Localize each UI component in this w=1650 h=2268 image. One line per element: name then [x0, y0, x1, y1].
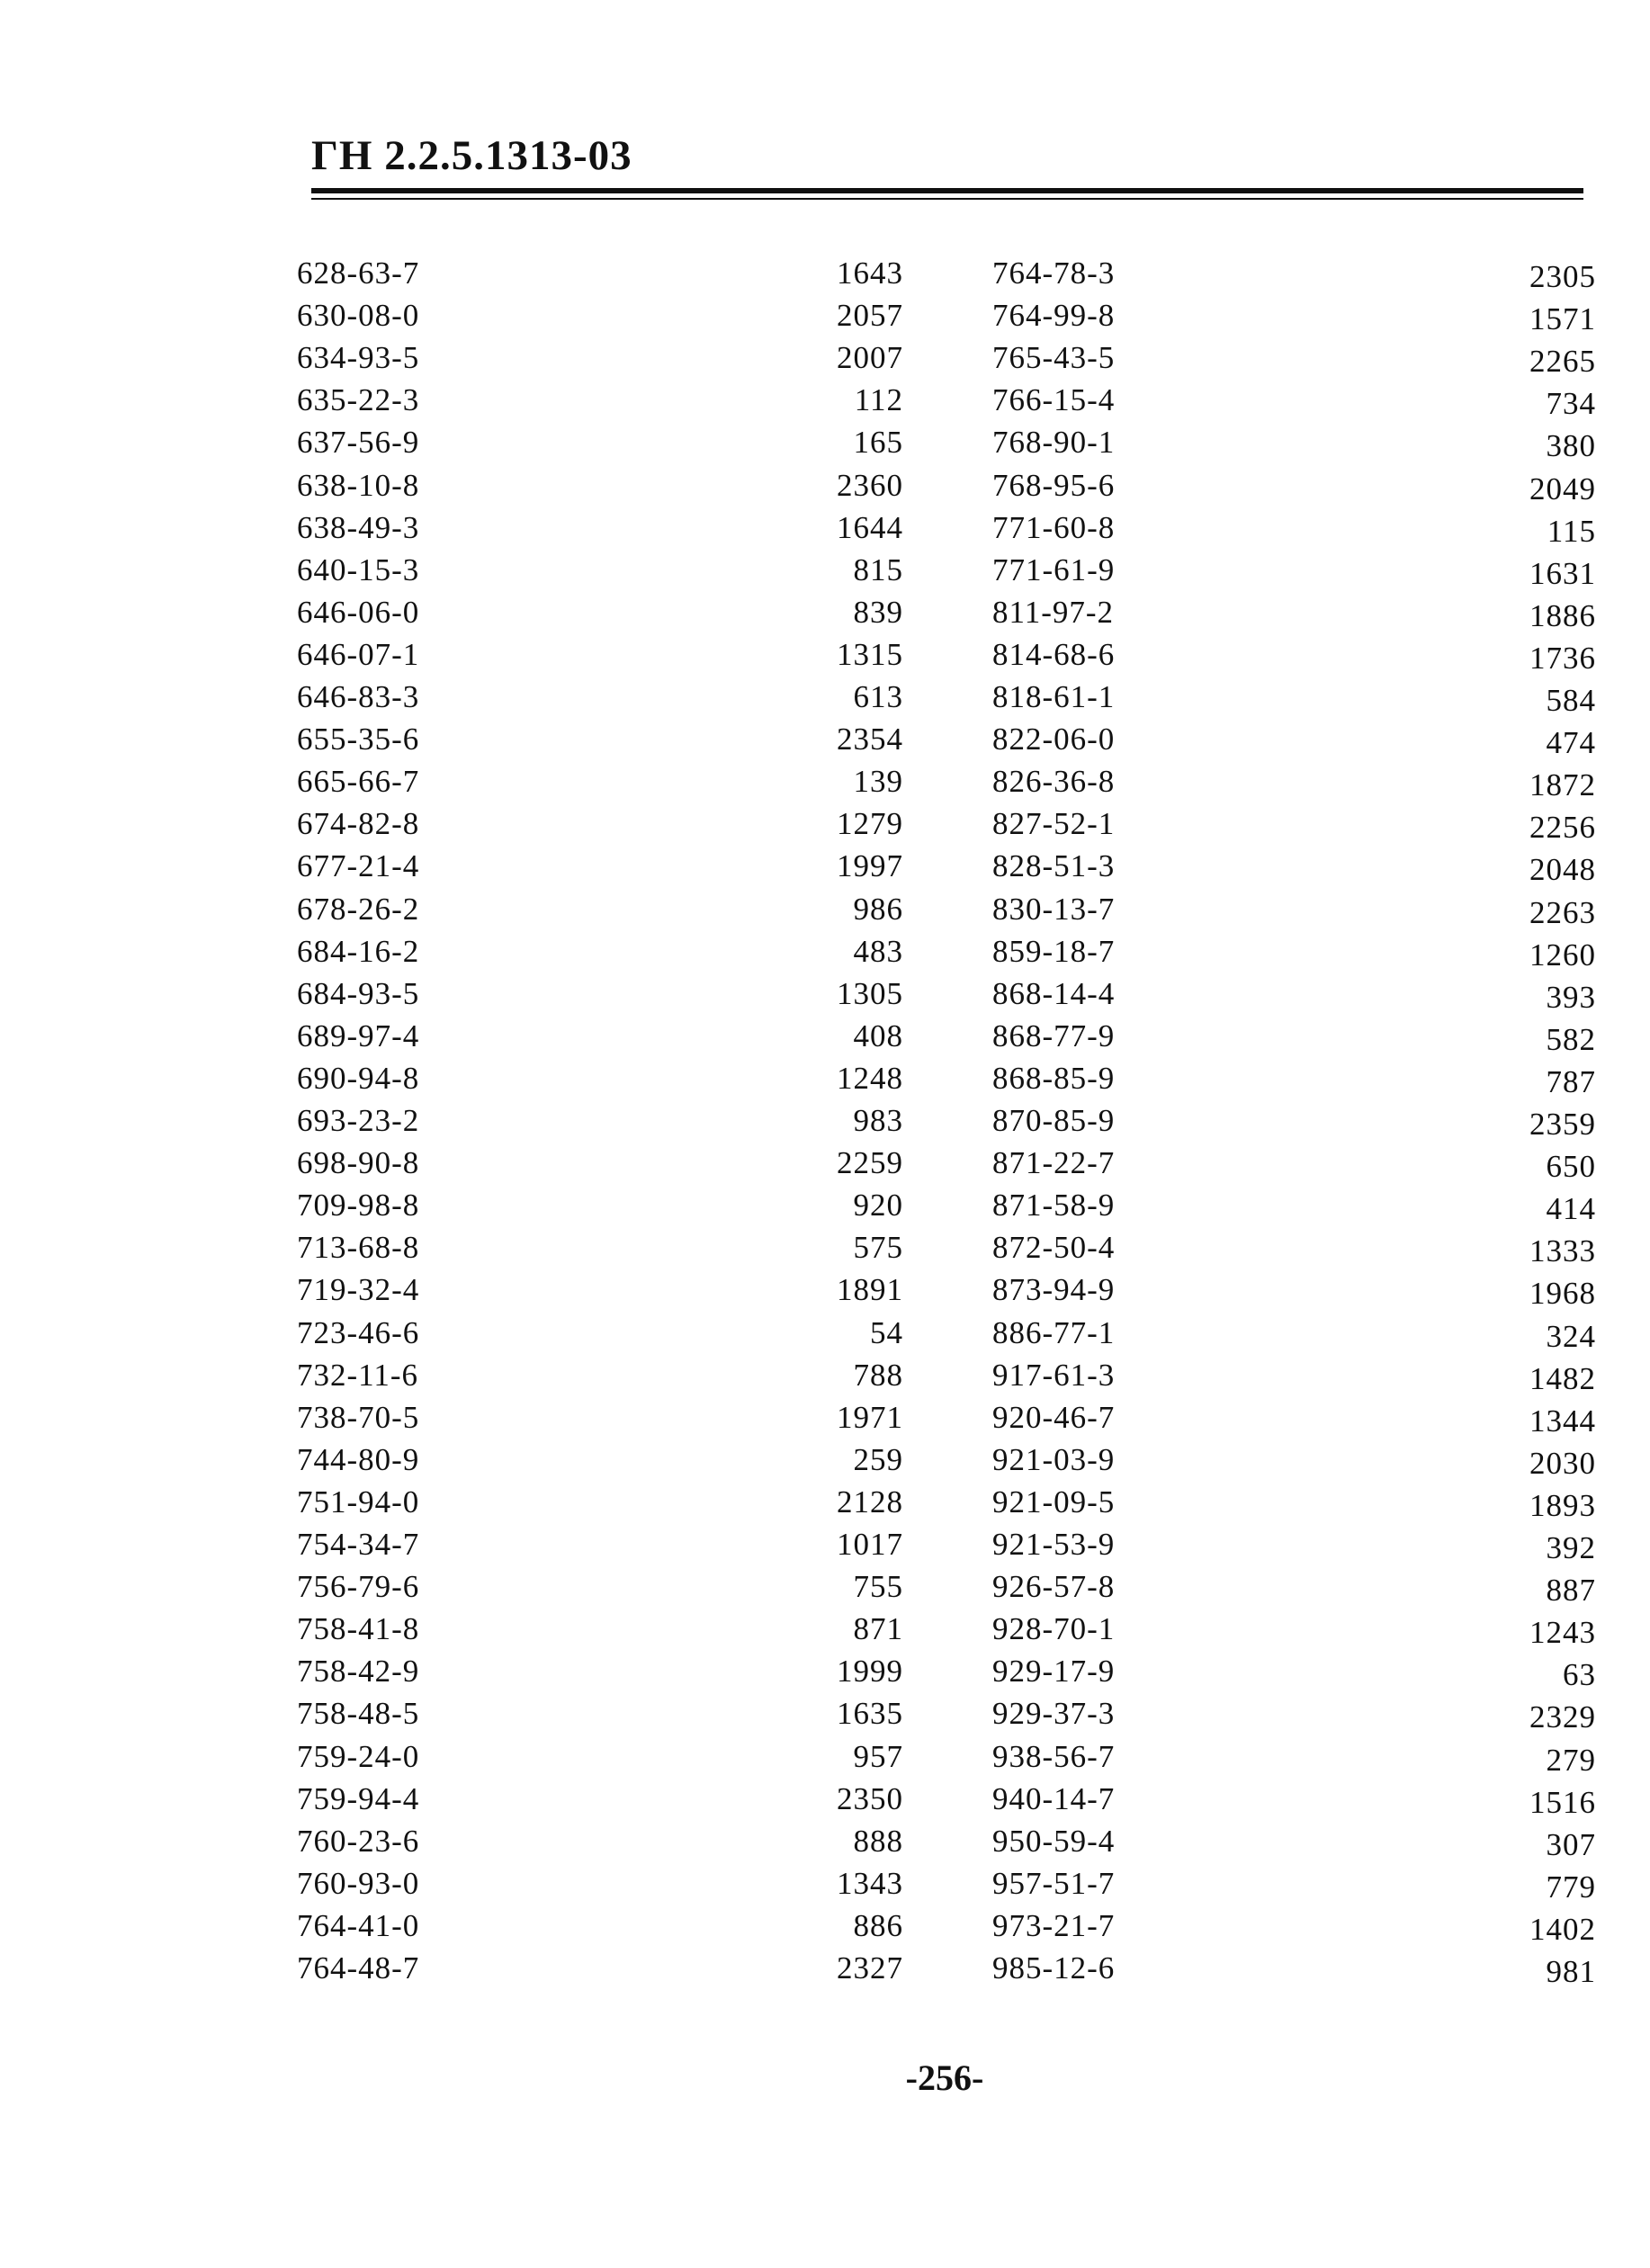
- cas-number-right: 921-03-9: [992, 1442, 1116, 1477]
- table-row: [0, 1862, 1650, 1905]
- cas-number-right: 768-90-1: [992, 425, 1116, 460]
- index-number-left: 408: [853, 1018, 903, 1053]
- cas-number-right: 764-78-3: [992, 255, 1116, 291]
- index-number-right: 734: [1546, 386, 1596, 421]
- index-number-left: 1315: [837, 637, 903, 672]
- index-number-right: 380: [1546, 428, 1596, 463]
- index-number-right: 650: [1546, 1149, 1596, 1184]
- index-number-right: 2305: [1529, 259, 1596, 294]
- cas-number-left: 756-79-6: [297, 1569, 420, 1604]
- cas-number-left: 758-41-8: [297, 1611, 420, 1646]
- cas-number-left: 684-93-5: [297, 976, 420, 1011]
- table-row: [0, 506, 1650, 549]
- index-number-left: 2350: [837, 1781, 903, 1816]
- table-row: [0, 252, 1650, 294]
- index-number-right: 1344: [1529, 1403, 1596, 1439]
- index-number-right: 63: [1563, 1657, 1596, 1692]
- table-row: [0, 1692, 1650, 1735]
- index-number-right: 1886: [1529, 598, 1596, 633]
- cas-number-right: 920-46-7: [992, 1400, 1116, 1435]
- cas-number-left: 630-08-0: [297, 298, 420, 333]
- index-number-right: 2030: [1529, 1446, 1596, 1481]
- index-number-left: 1248: [837, 1061, 903, 1096]
- index-number-right: 787: [1546, 1064, 1596, 1099]
- table-row: [0, 888, 1650, 930]
- index-number-left: 165: [853, 425, 903, 460]
- cas-number-right: 938-56-7: [992, 1739, 1116, 1774]
- index-number-left: 2128: [837, 1484, 903, 1519]
- cas-number-right: 868-85-9: [992, 1061, 1116, 1096]
- cas-number-left: 634-93-5: [297, 340, 420, 375]
- index-number-left: 1279: [837, 806, 903, 841]
- table-row: [0, 633, 1650, 676]
- cas-number-right: 917-61-3: [992, 1358, 1116, 1393]
- table-row: [0, 379, 1650, 421]
- index-number-right: 2359: [1529, 1107, 1596, 1142]
- index-number-left: 839: [853, 595, 903, 630]
- cas-number-right: 827-52-1: [992, 806, 1116, 841]
- index-number-left: 755: [853, 1569, 903, 1604]
- index-number-left: 1644: [837, 510, 903, 545]
- table-row: [0, 1354, 1650, 1396]
- index-number-left: 2007: [837, 340, 903, 375]
- cas-number-left: 678-26-2: [297, 892, 420, 927]
- index-number-right: 474: [1546, 725, 1596, 760]
- table-row: [0, 1015, 1650, 1057]
- index-number-right: 1872: [1529, 767, 1596, 802]
- index-number-left: 2057: [837, 298, 903, 333]
- index-number-right: 307: [1546, 1827, 1596, 1862]
- table-row: [0, 718, 1650, 760]
- index-number-right: 779: [1546, 1869, 1596, 1905]
- cas-number-left: 677-21-4: [297, 848, 420, 883]
- cas-number-left: 693-23-2: [297, 1103, 420, 1138]
- table-row: [0, 1142, 1650, 1184]
- cas-number-left: 646-07-1: [297, 637, 420, 672]
- cas-number-right: 870-85-9: [992, 1103, 1116, 1138]
- cas-number-right: 873-94-9: [992, 1272, 1116, 1307]
- cas-number-left: 628-63-7: [297, 255, 420, 291]
- index-number-right: 887: [1546, 1573, 1596, 1608]
- table-row: [0, 1650, 1650, 1692]
- cas-number-right: 766-15-4: [992, 382, 1116, 417]
- cas-number-left: 732-11-6: [297, 1358, 419, 1393]
- index-number-right: 1243: [1529, 1615, 1596, 1650]
- cas-number-left: 690-94-8: [297, 1061, 420, 1096]
- cas-number-right: 957-51-7: [992, 1866, 1116, 1901]
- index-number-right: 2329: [1529, 1699, 1596, 1735]
- table-row: [0, 760, 1650, 802]
- index-number-right: 1631: [1529, 556, 1596, 591]
- cas-number-left: 751-94-0: [297, 1484, 420, 1519]
- cas-number-right: 771-61-9: [992, 552, 1116, 587]
- index-number-left: 888: [853, 1824, 903, 1859]
- index-number-right: 1516: [1529, 1785, 1596, 1820]
- index-number-left: 983: [853, 1103, 903, 1138]
- table-row: [0, 1735, 1650, 1778]
- cas-number-left: 760-23-6: [297, 1824, 420, 1859]
- index-number-left: 1643: [837, 255, 903, 291]
- cas-number-left: 684-16-2: [297, 934, 420, 969]
- cas-number-left: 665-66-7: [297, 764, 420, 799]
- cas-number-right: 814-68-6: [992, 637, 1116, 672]
- cas-number-right: 868-77-9: [992, 1018, 1116, 1053]
- cas-number-left: 719-32-4: [297, 1272, 420, 1307]
- table-row: [0, 930, 1650, 973]
- cas-number-right: 921-53-9: [992, 1527, 1116, 1562]
- index-number-left: 1971: [837, 1400, 903, 1435]
- index-number-right: 1482: [1529, 1361, 1596, 1396]
- index-number-left: 2259: [837, 1145, 903, 1180]
- cas-number-right: 872-50-4: [992, 1230, 1116, 1265]
- index-number-right: 2049: [1529, 471, 1596, 506]
- cas-number-right: 926-57-8: [992, 1569, 1116, 1604]
- cas-number-right: 985-12-6: [992, 1950, 1116, 1986]
- index-number-left: 1635: [837, 1696, 903, 1731]
- cas-number-right: 929-17-9: [992, 1654, 1116, 1689]
- index-number-right: 279: [1546, 1743, 1596, 1778]
- index-number-left: 259: [853, 1442, 903, 1477]
- index-number-right: 392: [1546, 1530, 1596, 1565]
- index-number-left: 613: [853, 679, 903, 714]
- table-row: [0, 1268, 1650, 1311]
- table-row: [0, 421, 1650, 463]
- cas-number-right: 826-36-8: [992, 764, 1116, 799]
- index-number-right: 1260: [1529, 937, 1596, 973]
- page-number: -256-: [905, 2057, 984, 2098]
- cas-number-left: 713-68-8: [297, 1230, 420, 1265]
- index-number-left: 815: [853, 552, 903, 587]
- index-number-right: 393: [1546, 980, 1596, 1015]
- table-row: [0, 676, 1650, 718]
- index-number-left: 139: [853, 764, 903, 799]
- index-number-right: 2256: [1529, 810, 1596, 845]
- cas-number-left: 646-06-0: [297, 595, 420, 630]
- index-number-left: 871: [853, 1611, 903, 1646]
- table-row: [0, 1439, 1650, 1481]
- index-number-right: 1333: [1529, 1233, 1596, 1268]
- table-row: [0, 464, 1650, 506]
- cas-number-left: 758-42-9: [297, 1654, 420, 1689]
- index-number-right: 324: [1546, 1319, 1596, 1354]
- cas-number-right: 868-14-4: [992, 976, 1116, 1011]
- cas-number-left: 674-82-8: [297, 806, 420, 841]
- table-row: [0, 1565, 1650, 1608]
- cas-number-left: 759-94-4: [297, 1781, 420, 1816]
- cas-number-left: 638-10-8: [297, 468, 420, 503]
- table-row: [0, 1396, 1650, 1439]
- cas-number-left: 759-24-0: [297, 1739, 420, 1774]
- cas-number-right: 950-59-4: [992, 1824, 1116, 1859]
- index-number-left: 2360: [837, 468, 903, 503]
- cas-number-left: 760-93-0: [297, 1866, 420, 1901]
- index-number-left: 1891: [837, 1272, 903, 1307]
- cas-number-left: 640-15-3: [297, 552, 420, 587]
- cas-number-left: 635-22-3: [297, 382, 420, 417]
- index-number-right: 1402: [1529, 1912, 1596, 1947]
- index-number-left: 1999: [837, 1654, 903, 1689]
- cas-number-right: 886-77-1: [992, 1315, 1116, 1350]
- cas-number-right: 929-37-3: [992, 1696, 1116, 1731]
- cas-number-right: 822-06-0: [992, 722, 1116, 757]
- index-number-left: 2327: [837, 1950, 903, 1986]
- index-number-right: 981: [1546, 1954, 1596, 1989]
- cas-number-right: 973-21-7: [992, 1908, 1116, 1943]
- cas-number-left: 637-56-9: [297, 425, 420, 460]
- cas-number-right: 871-58-9: [992, 1188, 1116, 1223]
- cas-number-left: 764-41-0: [297, 1908, 420, 1943]
- index-number-left: 112: [854, 382, 903, 417]
- cas-number-right: 768-95-6: [992, 468, 1116, 503]
- index-number-left: 1305: [837, 976, 903, 1011]
- table-row: [0, 549, 1650, 591]
- index-number-right: 115: [1547, 514, 1596, 549]
- cas-number-right: 765-43-5: [992, 340, 1116, 375]
- index-number-left: 1343: [837, 1866, 903, 1901]
- cas-number-right: 871-22-7: [992, 1145, 1116, 1180]
- index-number-left: 986: [853, 892, 903, 927]
- index-number-right: 2048: [1529, 852, 1596, 887]
- index-number-right: 2263: [1529, 895, 1596, 930]
- index-number-right: 1893: [1529, 1488, 1596, 1523]
- cas-number-left: 758-48-5: [297, 1696, 420, 1731]
- table-row: [0, 1608, 1650, 1650]
- table-row: [0, 1947, 1650, 1989]
- index-number-left: 788: [853, 1358, 903, 1393]
- index-number-right: 2265: [1529, 344, 1596, 379]
- index-number-right: 1571: [1529, 301, 1596, 336]
- table-row: [0, 591, 1650, 633]
- page-header-title: ГН 2.2.5.1313-03: [311, 132, 632, 179]
- cas-number-left: 646-83-3: [297, 679, 420, 714]
- index-number-right: 414: [1546, 1191, 1596, 1226]
- cas-number-left: 689-97-4: [297, 1018, 420, 1053]
- index-number-right: 1736: [1529, 641, 1596, 676]
- table-row: [0, 1184, 1650, 1226]
- table-row: [0, 1778, 1650, 1820]
- table-row: [0, 845, 1650, 887]
- cas-number-left: 738-70-5: [297, 1400, 420, 1435]
- index-number-left: 957: [853, 1739, 903, 1774]
- table-row: [0, 1481, 1650, 1523]
- cas-number-right: 818-61-1: [992, 679, 1116, 714]
- cas-number-left: 709-98-8: [297, 1188, 420, 1223]
- table-row: [0, 1905, 1650, 1947]
- index-number-right: 1968: [1529, 1276, 1596, 1311]
- index-number-left: 483: [853, 934, 903, 969]
- table-row: [0, 1820, 1650, 1862]
- table-row: [0, 1312, 1650, 1354]
- cas-number-left: 764-48-7: [297, 1950, 420, 1986]
- table-row: [0, 294, 1650, 336]
- cas-number-right: 921-09-5: [992, 1484, 1116, 1519]
- table-row: [0, 1523, 1650, 1565]
- index-number-right: 584: [1546, 683, 1596, 718]
- index-number-right: 582: [1546, 1022, 1596, 1057]
- cas-number-right: 764-99-8: [992, 298, 1116, 333]
- table-row: [0, 802, 1650, 845]
- index-number-left: 54: [870, 1315, 903, 1350]
- cas-number-right: 771-60-8: [992, 510, 1116, 545]
- cas-number-right: 828-51-3: [992, 848, 1116, 883]
- table-row: [0, 1226, 1650, 1268]
- cas-number-right: 928-70-1: [992, 1611, 1116, 1646]
- table-row: [0, 1099, 1650, 1142]
- index-number-left: 575: [853, 1230, 903, 1265]
- cas-number-left: 754-34-7: [297, 1527, 420, 1562]
- index-number-left: 1017: [837, 1527, 903, 1562]
- index-number-left: 886: [853, 1908, 903, 1943]
- table-row: [0, 336, 1650, 379]
- table-row: [0, 973, 1650, 1015]
- table-row: [0, 1057, 1650, 1099]
- cas-number-right: 830-13-7: [992, 892, 1116, 927]
- cas-number-left: 698-90-8: [297, 1145, 420, 1180]
- index-number-left: 920: [853, 1188, 903, 1223]
- index-number-left: 2354: [837, 722, 903, 757]
- cas-number-right: 811-97-2: [992, 595, 1115, 630]
- cas-number-right: 859-18-7: [992, 934, 1116, 969]
- index-number-left: 1997: [837, 848, 903, 883]
- cas-number-left: 655-35-6: [297, 722, 420, 757]
- cas-number-right: 940-14-7: [992, 1781, 1116, 1816]
- cas-number-left: 744-80-9: [297, 1442, 420, 1477]
- cas-number-left: 723-46-6: [297, 1315, 420, 1350]
- cas-number-left: 638-49-3: [297, 510, 420, 545]
